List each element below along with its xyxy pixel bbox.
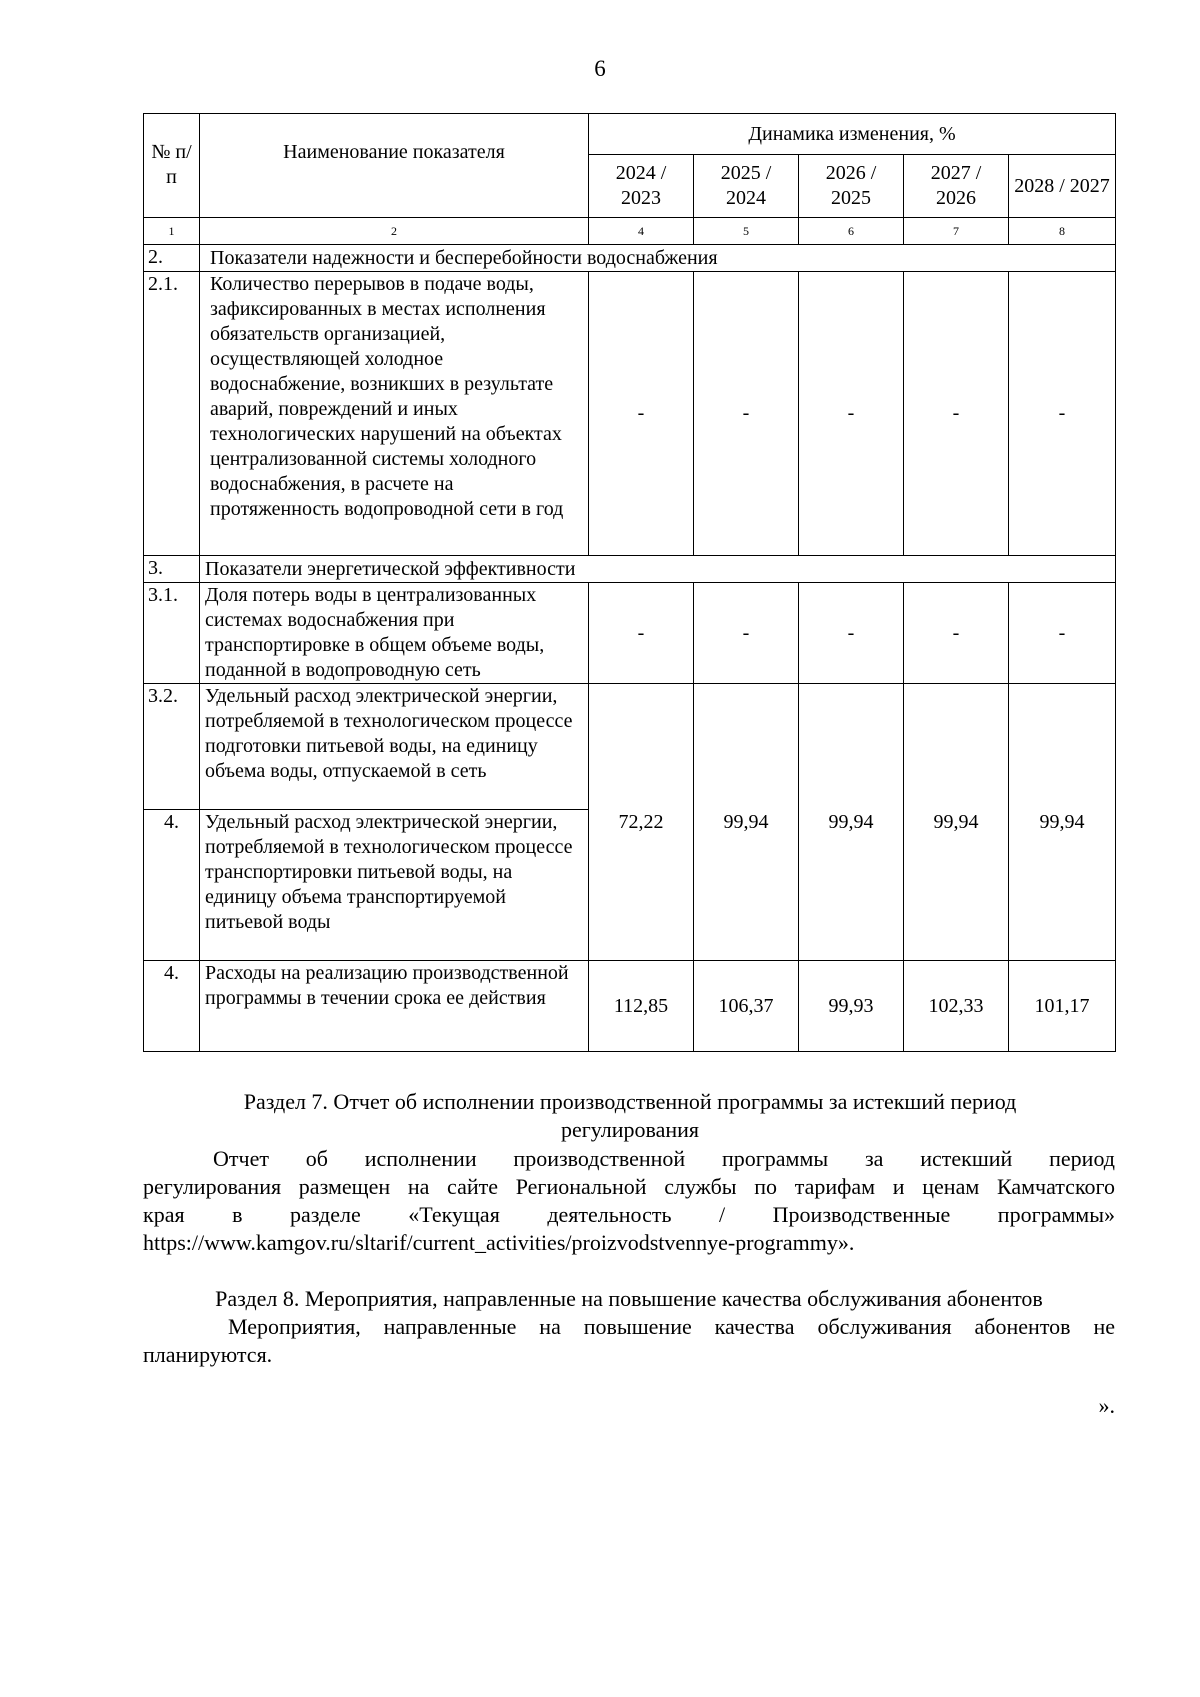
- merged-value: 99,94: [904, 684, 1009, 961]
- row-value: -: [904, 272, 1009, 556]
- row-value: -: [589, 583, 694, 684]
- section-title: Показатели энергетической эффективности: [200, 556, 1116, 583]
- column-number: 8: [1009, 218, 1116, 245]
- table-row: [144, 272, 1116, 556]
- section8-line1: Мероприятия, направленные на повышение качества обслуживания абонентов не: [228, 1314, 1115, 1339]
- row-value: -: [694, 583, 799, 684]
- page-number: 6: [594, 56, 606, 81]
- merged-value: 72,22: [589, 684, 694, 961]
- table-row: [144, 684, 1116, 810]
- table-row: [144, 961, 1116, 1052]
- section-number: 3.: [144, 556, 200, 583]
- header-year: 2027 / 2026: [904, 155, 1009, 218]
- row-value: 102,33: [904, 961, 1009, 1052]
- indicators-table: [143, 113, 1116, 1052]
- merged-value: 99,94: [1009, 684, 1116, 961]
- row-value: 106,37: [694, 961, 799, 1052]
- column-number: 2: [200, 218, 589, 245]
- row-value: -: [589, 272, 694, 556]
- section-number: 2.: [144, 245, 200, 272]
- row-number: 4.: [144, 810, 200, 961]
- row-name: Доля потерь воды в централизованных системах водоснабжения при транспортировке в общем объеме воды, поданной в водопроводную сеть: [200, 583, 589, 684]
- column-numbers-row: [144, 218, 1116, 245]
- header-year: 2028 / 2027: [1009, 155, 1116, 218]
- section7-line4: https://www.kamgov.ru/sltarif/current_activities/proizvodstvennye-programmy».: [143, 1230, 855, 1255]
- table-row: [144, 583, 1116, 684]
- row-number: 3.2.: [144, 684, 200, 810]
- section-row: [144, 556, 1116, 583]
- section-title: Показатели надежности и бесперебойности водоснабжения: [200, 245, 1116, 272]
- row-name: Удельный расход электрической энергии, потребляемой в технологическом процессе подготовки питьевой воды, на единицу объема воды, отпускаемой в сеть: [200, 684, 589, 810]
- section7-line1: Отчет об исполнении производственной программы за истекший период: [213, 1146, 1115, 1171]
- row-value: -: [799, 583, 904, 684]
- section-row: [144, 245, 1116, 272]
- row-value: -: [1009, 272, 1116, 556]
- header-dynamics: Динамика изменения, %: [589, 114, 1116, 155]
- section7-line3: края в разделе «Текущая деятельность / Производственные программы»: [143, 1202, 1115, 1227]
- column-number: 6: [799, 218, 904, 245]
- header-year: 2025 / 2024: [694, 155, 799, 218]
- row-value: -: [1009, 583, 1116, 684]
- row-number: 3.1.: [144, 583, 200, 684]
- section8-heading: Раздел 8. Мероприятия, направленные на повышение качества обслуживания абонентов: [215, 1286, 1043, 1311]
- row-value: -: [694, 272, 799, 556]
- column-number: 1: [144, 218, 200, 245]
- merged-value: 99,94: [799, 684, 904, 961]
- merged-value: 99,94: [694, 684, 799, 961]
- row-value: 112,85: [589, 961, 694, 1052]
- row-value: -: [904, 583, 1009, 684]
- header-year: 2024 / 2023: [589, 155, 694, 218]
- section7-heading: Раздел 7. Отчет об исполнении производственной программы за истекший период регулирования: [243, 1089, 1017, 1142]
- row-name: Количество перерывов в подаче воды, зафиксированных в местах исполнения обязательств организацией, осуществляющей холодное водоснабжение, возникших в результате аварий, повреждений и иных технологических нарушений на объектах централизованной системы холодного водоснабжения, в расчете на протяженность водопроводной сети в год: [200, 272, 589, 556]
- header-year: 2026 / 2025: [799, 155, 904, 218]
- row-value: 99,93: [799, 961, 904, 1052]
- closing-mark: ».: [1098, 1393, 1115, 1418]
- column-number: 7: [904, 218, 1009, 245]
- row-value: 101,17: [1009, 961, 1116, 1052]
- column-number: 5: [694, 218, 799, 245]
- header-name: Наименование показателя: [200, 114, 589, 218]
- section7-line2: регулирования размещен на сайте Региональной службы по тарифам и ценам Камчатского: [143, 1174, 1115, 1199]
- header-row: [144, 114, 1116, 155]
- header-num: № п/п: [144, 114, 200, 218]
- column-number: 4: [589, 218, 694, 245]
- row-name: Удельный расход электрической энергии, потребляемой в технологическом процессе транспортировки питьевой воды, на единицу объема транспортируемой питьевой воды: [200, 810, 589, 961]
- row-number: 4.: [144, 961, 200, 1052]
- row-name: Расходы на реализацию производственной программы в течении срока ее действия: [200, 961, 589, 1052]
- section8-line2: планируются.: [143, 1342, 273, 1367]
- row-value: -: [799, 272, 904, 556]
- row-number: 2.1.: [144, 272, 200, 556]
